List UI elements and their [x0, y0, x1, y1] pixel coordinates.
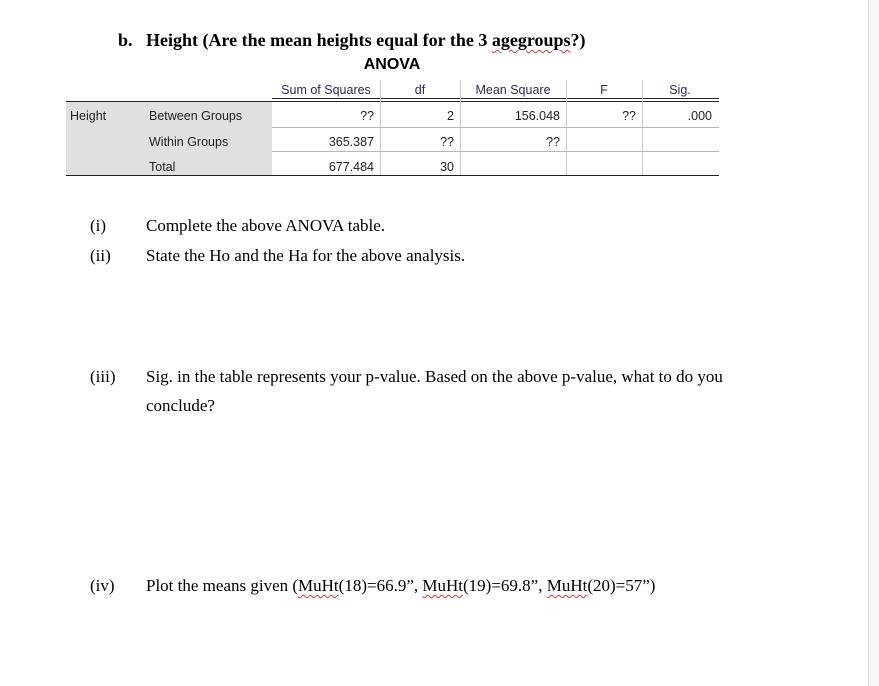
- col-header-df: df: [414, 83, 426, 97]
- col-rule: [642, 80, 643, 175]
- cell-ss: ??: [360, 109, 374, 123]
- item-number: (ii): [90, 246, 111, 265]
- row-label: Within Groups: [149, 135, 229, 149]
- item-text: Complete the above ANOVA table.: [146, 216, 386, 235]
- cell-ms: 156.048: [514, 109, 560, 123]
- question-heading: b. Height (Are the mean heights equal for the 3 agegroups?): [118, 30, 586, 50]
- table-top-rule: [66, 101, 719, 102]
- table-bottom-rule: [66, 175, 719, 176]
- item-number: (i): [90, 216, 107, 235]
- row-label: Between Groups: [149, 109, 243, 123]
- col-rule: [566, 80, 567, 175]
- anova-title: ANOVA: [363, 56, 421, 73]
- item-text-continued: conclude?: [146, 396, 215, 415]
- row-rule: [272, 127, 719, 128]
- col-header-ms: Mean Square: [475, 83, 551, 97]
- col-rule: [380, 80, 381, 175]
- cell-ms: ??: [546, 135, 560, 149]
- cell-sig: .000: [687, 109, 712, 123]
- item-text: Plot the means given (MuHt(18)=66.9”, MuHt(19)=69.8”, MuHt(20)=57”): [146, 576, 656, 595]
- cell-ss: 677.484: [328, 160, 374, 174]
- item-text: Sig. in the table represents your p-value. Based on the above p-value, what to do you: [146, 367, 723, 386]
- row-rule: [272, 151, 719, 152]
- cell-df: 2: [447, 109, 454, 123]
- col-header-f: F: [600, 83, 608, 97]
- header-rule: [272, 98, 719, 99]
- cell-ss: 365.387: [328, 135, 374, 149]
- item-number: (iv): [90, 576, 115, 595]
- cell-df: 30: [440, 160, 454, 174]
- cell-f: ??: [622, 109, 636, 123]
- row-label: Total: [149, 160, 176, 174]
- dependent-label: Height: [70, 109, 107, 123]
- cell-df: ??: [440, 135, 454, 149]
- col-header-sig: Sig.: [669, 83, 691, 97]
- col-header-ss: Sum of Squares: [281, 83, 371, 97]
- item-number: (iii): [90, 367, 116, 386]
- item-text: State the Ho and the Ha for the above analysis.: [146, 246, 466, 265]
- col-rule: [460, 80, 461, 175]
